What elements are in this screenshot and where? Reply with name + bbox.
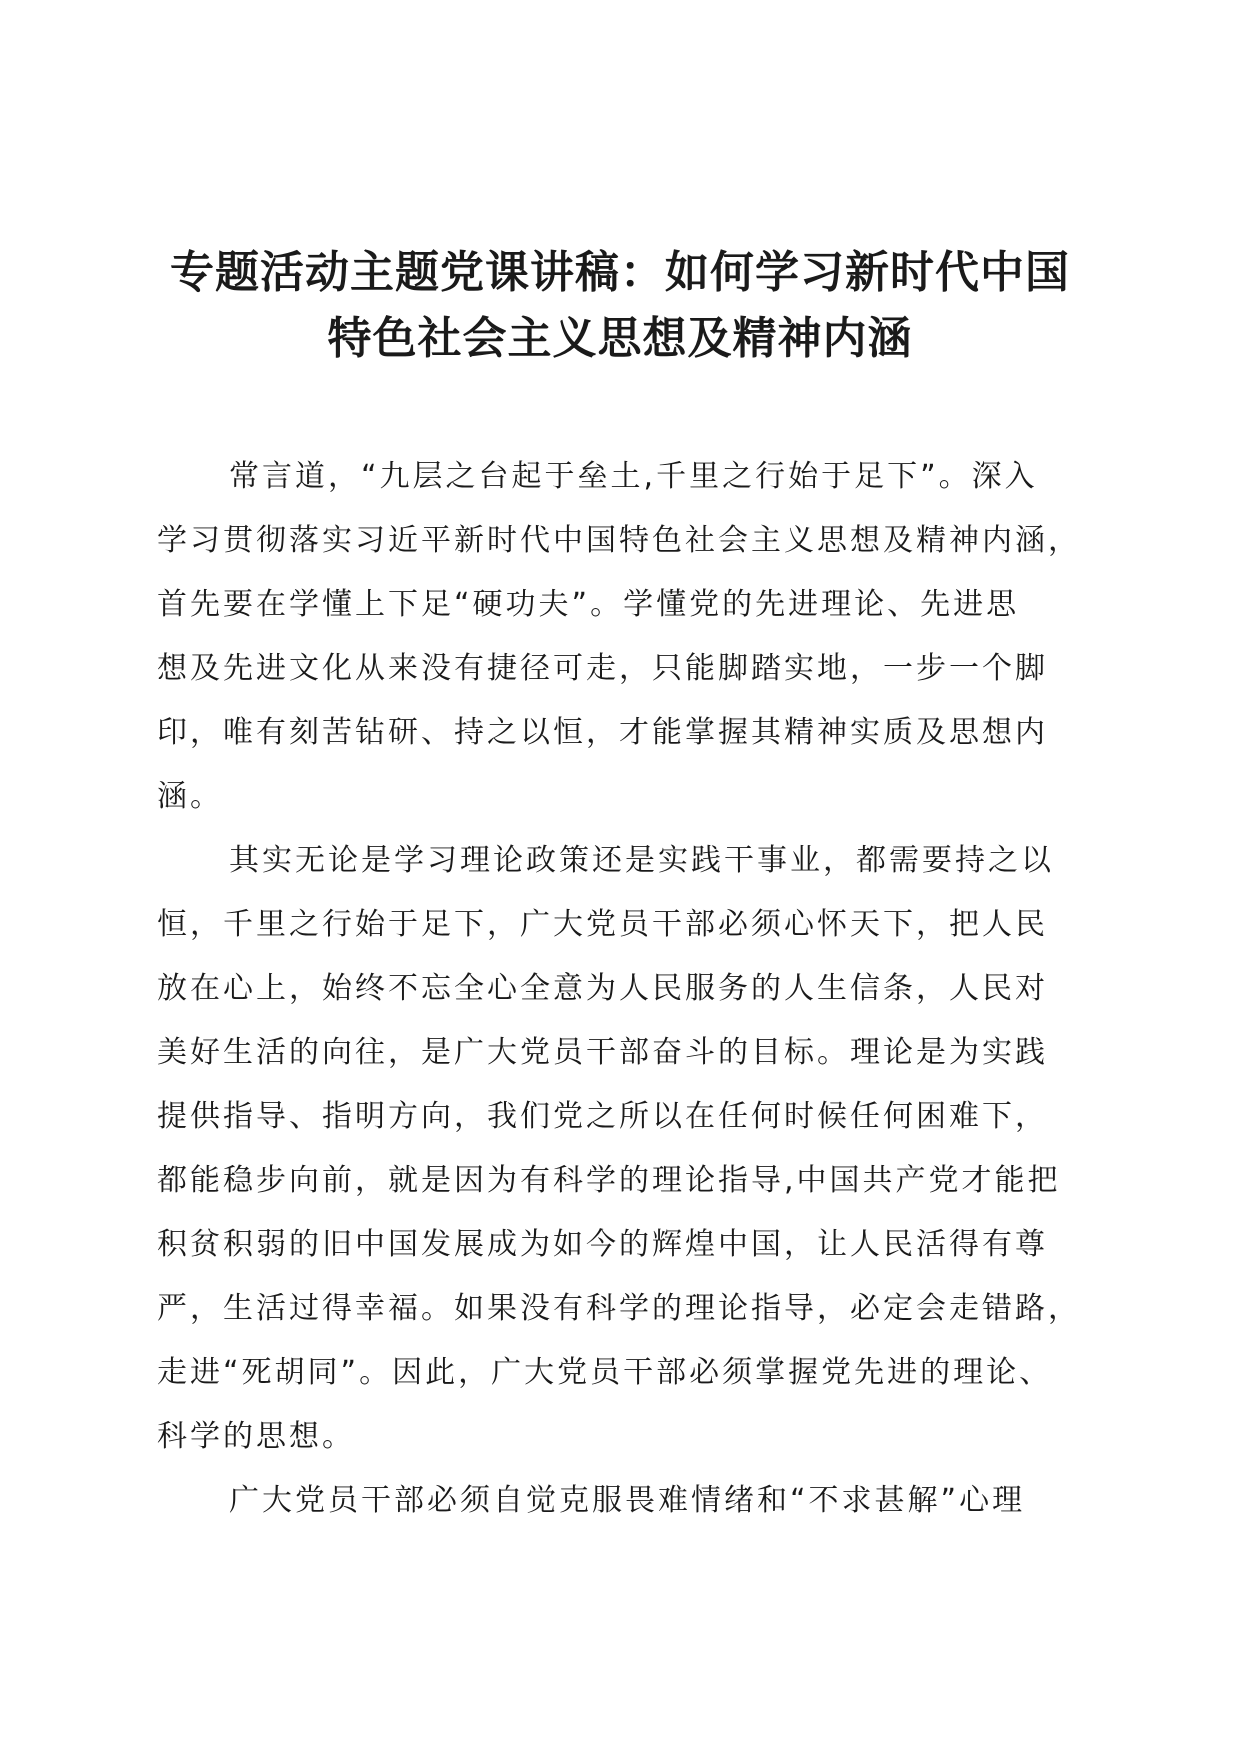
paragraph-line: 印，唯有刻苦钻研、持之以恒，才能掌握其精神实质及思想内 — [157, 715, 1048, 750]
paragraph-line: 放在心上，始终不忘全心全意为人民服务的人生信条，人民对 — [157, 971, 1048, 1006]
paragraph-line: 想及先进文化从来没有捷径可走，只能脚踏实地，一步一个脚 — [157, 651, 1048, 686]
paragraph-line: 走进“死胡同”。因此，广大党员干部必须掌握党先进的理论、 — [157, 1355, 1053, 1390]
document-body — [157, 445, 1085, 1533]
paragraph-line: 涵。 — [157, 779, 223, 814]
paragraph-line: 恒，千里之行始于足下，广大党员干部必须心怀天下，把人民 — [157, 907, 1048, 942]
paragraph-3 — [157, 1469, 1085, 1533]
title-line-1: 专题活动主题党课讲稿：如何学习新时代中国 — [170, 247, 1070, 298]
title-line-2: 特色社会主义思想及精神内涵 — [327, 313, 913, 364]
paragraph-line: 首先要在学懂上下足“硬功夫”。学懂党的先进理论、先进思 — [157, 587, 1020, 622]
paragraph-1 — [157, 445, 1085, 829]
paragraph-line: 都能稳步向前，就是因为有科学的理论指导,中国共产党才能把 — [157, 1163, 1061, 1198]
paragraph-line: 积贫积弱的旧中国发展成为如今的辉煌中国，让人民活得有尊 — [157, 1227, 1048, 1262]
paragraph-line: 广大党员干部必须自觉克服畏难情绪和“不求甚解”心理 — [229, 1483, 1026, 1518]
paragraph-line: 学习贯彻落实习近平新时代中国特色社会主义思想及精神内涵， — [157, 523, 1081, 558]
paragraph-line: 常言道，“九层之台起于垒土,千里之行始于足下”。深入 — [229, 459, 1038, 494]
paragraph-line: 美好生活的向往，是广大党员干部奋斗的目标。理论是为实践 — [157, 1035, 1048, 1070]
paragraph-2 — [157, 829, 1085, 1469]
paragraph-line: 其实无论是学习理论政策还是实践干事业，都需要持之以 — [229, 843, 1054, 878]
document-title — [150, 240, 1090, 372]
paragraph-line: 严，生活过得幸福。如果没有科学的理论指导，必定会走错路， — [157, 1291, 1081, 1326]
paragraph-line: 科学的思想。 — [157, 1419, 355, 1454]
paragraph-line: 提供指导、指明方向，我们党之所以在任何时候任何困难下， — [157, 1099, 1048, 1134]
